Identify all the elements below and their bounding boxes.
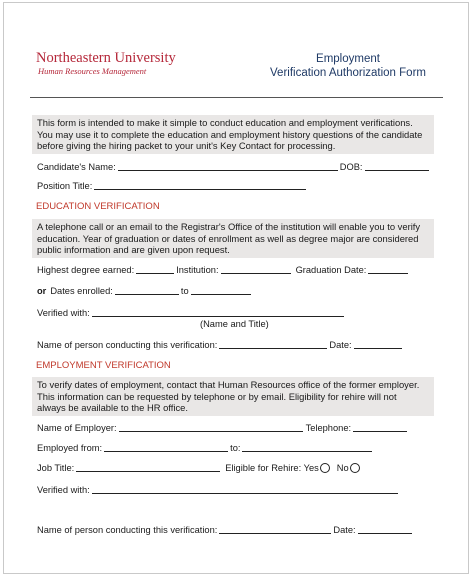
intro-box xyxy=(32,115,434,154)
telephone-label: Telephone: xyxy=(305,423,352,433)
telephone-field[interactable] xyxy=(353,422,407,432)
education-info-box xyxy=(32,219,434,258)
employer-field[interactable] xyxy=(119,422,303,432)
job-title-row xyxy=(37,461,453,473)
rehire-no-radio[interactable] xyxy=(350,463,360,473)
candidate-name-field[interactable] xyxy=(118,161,338,171)
employment-person-field[interactable] xyxy=(219,524,331,534)
intro-line: You may use it to complete the education and employment history questions of the candidate xyxy=(37,128,423,140)
education-person-field[interactable] xyxy=(219,339,327,349)
employment-date-field[interactable] xyxy=(358,524,412,534)
dob-label: DOB: xyxy=(339,162,363,172)
intro-line: This form is intended to make it simple to conduct education and employment verifications. xyxy=(37,117,413,128)
position-label: Position Title: xyxy=(37,181,93,191)
employment-heading: EMPLOYMENT VERIFICATION xyxy=(36,360,171,371)
form-title xyxy=(248,52,448,80)
position-row xyxy=(37,179,453,191)
employment-info-line: To verify dates of employment, contact that Human Resources office of the former employer. xyxy=(37,379,420,390)
education-date-field[interactable] xyxy=(354,339,402,349)
employed-to-label: to: xyxy=(230,443,241,453)
graduation-date-field[interactable] xyxy=(368,264,408,274)
employed-from-label: Employed from: xyxy=(37,443,103,453)
header-divider xyxy=(30,97,443,98)
enrolled-to-field[interactable] xyxy=(191,285,251,295)
position-field[interactable] xyxy=(94,180,306,190)
employment-verified-label: Verified with: xyxy=(37,485,90,495)
education-info-line: education. Year of graduation or dates of enrollment as well as degree major are considered xyxy=(37,232,419,244)
education-info-line: public information and are given upon request. xyxy=(37,244,230,256)
employment-verified-row xyxy=(37,483,453,495)
employment-person-label: Name of person conducting this verification: xyxy=(37,525,218,535)
employment-person-row xyxy=(37,523,453,535)
education-person-label: Name of person conducting this verification: xyxy=(37,340,218,350)
candidate-name-row xyxy=(37,160,453,172)
employed-from-row xyxy=(37,441,453,453)
dates-enrolled-row xyxy=(37,284,453,296)
institution-label: Institution: xyxy=(176,265,219,275)
form-title-line2: Verification Authorization Form xyxy=(270,67,426,79)
or-label: or xyxy=(37,286,47,296)
employment-date-label: Date: xyxy=(333,525,356,535)
institution-field[interactable] xyxy=(221,264,291,274)
enrolled-from-field[interactable] xyxy=(115,285,179,295)
education-person-row xyxy=(37,338,453,350)
education-heading: EDUCATION VERIFICATION xyxy=(36,201,160,212)
employer-label: Name of Employer: xyxy=(37,423,117,433)
rehire-yes-radio[interactable] xyxy=(320,463,330,473)
education-date-label: Date: xyxy=(329,340,352,350)
rehire-label: Eligible for Rehire: Yes xyxy=(225,463,319,473)
university-name: Northeastern University xyxy=(36,50,176,66)
job-title-label: Job Title: xyxy=(37,463,75,473)
education-info-line: A telephone call or an email to the Registrar's Office of the institution will enable you to verify xyxy=(37,221,421,232)
dates-enrolled-label: Dates enrolled: xyxy=(50,286,113,296)
dob-field[interactable] xyxy=(365,161,429,171)
rehire-no-label: No xyxy=(336,463,349,473)
education-verified-field[interactable] xyxy=(92,307,344,317)
intro-line: before giving the hiring packet to your unit's Key Contact for processing. xyxy=(37,140,336,152)
employment-verified-field[interactable] xyxy=(92,484,398,494)
degree-label: Highest degree earned: xyxy=(37,265,135,275)
education-verified-row xyxy=(37,306,453,318)
employer-row xyxy=(37,421,453,433)
graduation-date-label: Graduation Date: xyxy=(295,265,367,275)
department-name: Human Resources Management xyxy=(38,66,147,76)
education-verified-label: Verified with: xyxy=(37,308,90,318)
employed-to-field[interactable] xyxy=(242,442,372,452)
job-title-field[interactable] xyxy=(76,462,220,472)
candidate-name-label: Candidate's Name: xyxy=(37,162,116,172)
employment-info-line: This information can be requested by telephone or by email. Eligibility for rehire will not xyxy=(37,390,397,402)
degree-field[interactable] xyxy=(136,264,174,274)
degree-row xyxy=(37,263,453,275)
name-title-note: (Name and Title) xyxy=(200,319,269,329)
employment-info-box xyxy=(32,377,434,416)
enrolled-to-label: to xyxy=(180,286,189,296)
form-title-line1: Employment xyxy=(316,53,380,65)
employment-info-line: always be available to the HR office. xyxy=(37,402,188,414)
employed-from-field[interactable] xyxy=(104,442,228,452)
